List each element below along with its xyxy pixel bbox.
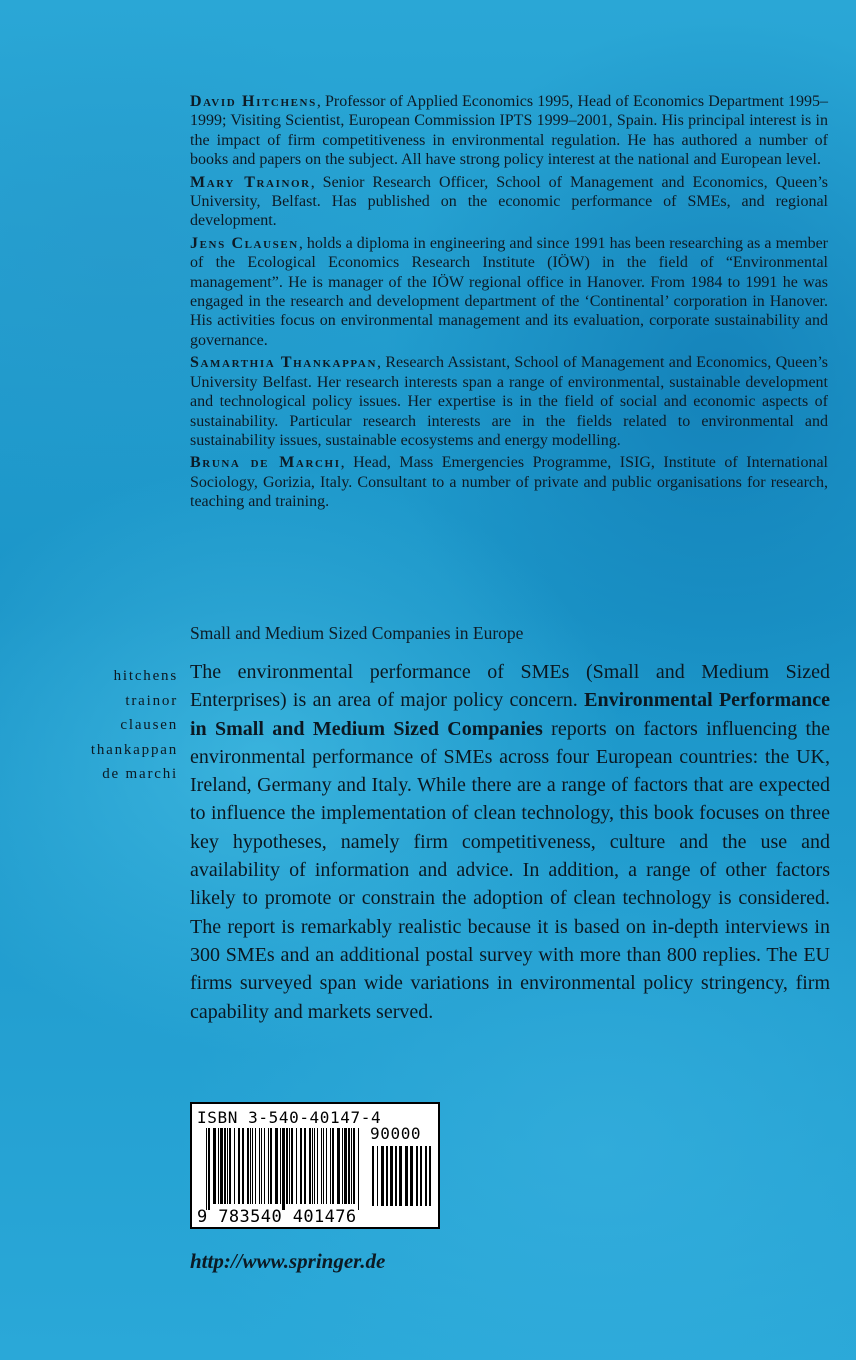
bio-trainor xyxy=(190,173,828,231)
barcode-bar xyxy=(332,1128,334,1204)
barcode-bar xyxy=(425,1146,427,1206)
barcode-bar xyxy=(259,1128,260,1204)
barcode-bar xyxy=(377,1146,378,1206)
barcode-bar xyxy=(304,1128,306,1204)
bio-hitchens xyxy=(190,92,828,170)
description-body: reports on factors influencing the environmental performance of SMEs across four European countries: the UK, Ireland, Germany and Italy. While there are a range of factors that are expected to influence the implementation of clean technology, this book focuses on three key hypotheses, namely firm competitiveness, culture and the use and availability of information and advice. In addition, a range of other factors likely to promote or constrain the adoption of clean technology is considered. The report is remarkably realistic because it is based on in-depth interviews in 300 SMEs and an additional postal survey with more than 800 replies. The EU firms surveyed span wide variations in environmental policy stringency, firm capability and markets served. xyxy=(190,717,830,1023)
barcode-bar xyxy=(390,1146,393,1206)
barcode-bar xyxy=(275,1128,278,1204)
series-title: Small and Medium Sized Companies in Europe xyxy=(190,623,524,643)
barcode-bar xyxy=(344,1128,347,1204)
barcode-bar xyxy=(399,1146,402,1206)
barcode-bar xyxy=(286,1128,288,1204)
barcode-bar xyxy=(420,1146,422,1206)
barcode-bar xyxy=(264,1128,265,1204)
barcode-bar xyxy=(323,1128,324,1204)
author-name: clausen xyxy=(120,717,178,734)
isbn-barcode xyxy=(190,1102,440,1229)
barcode-bar xyxy=(206,1128,207,1210)
ean-number: 9 783540 401476 xyxy=(197,1207,357,1227)
publisher-url[interactable]: http://www.springer.de xyxy=(190,1249,386,1273)
barcode-bar xyxy=(242,1128,244,1204)
barcode-bar xyxy=(386,1146,388,1206)
author-biographies xyxy=(190,92,828,515)
barcode-bar xyxy=(261,1128,262,1204)
barcode-bar xyxy=(268,1128,269,1204)
bio-name: Jens Clausen xyxy=(190,234,299,252)
barcode-bar xyxy=(314,1128,315,1204)
barcode-bar xyxy=(255,1128,256,1204)
bio-text: , holds a diploma in engineering and since 1991 has been researching as a member of the Ecological Economics Research Institute (IÖW) in the field of “Environmental management”. He is manager of the IÖW regional office in Hanover. From 1984 to 1991 he was engaged in the research and development department of the ‘Continental’ corporation in Hanover. His activities focus on environmental management and its evaluation, corporate sustainability and governance. xyxy=(190,234,828,349)
barcode-bar xyxy=(280,1128,281,1204)
book-title-bold: Environmental Performance in Small and Medium Sized Companies xyxy=(190,689,830,740)
barcode-bar xyxy=(270,1128,272,1204)
bio-text: , Senior Research Officer, School of Management and Economics, Queen’s University, Belfast. Has published on the economic performance of SMEs, and regional development. xyxy=(190,173,828,230)
barcode-bar xyxy=(218,1128,219,1204)
barcode-bar xyxy=(224,1128,226,1204)
barcode-bar xyxy=(330,1128,331,1204)
bio-name: Mary Trainor xyxy=(190,173,311,191)
author-name: trainor xyxy=(125,692,178,709)
barcode-bar xyxy=(410,1146,413,1206)
barcode-bar xyxy=(321,1128,322,1204)
bio-name: Samarthia Thankappan xyxy=(190,354,378,372)
barcode-bar xyxy=(296,1128,297,1204)
barcode-bar xyxy=(337,1128,340,1204)
bio-de-marchi xyxy=(190,453,828,511)
author-name: hitchens xyxy=(113,668,178,684)
barcode-bar xyxy=(416,1146,418,1206)
barcode-bar xyxy=(282,1128,285,1210)
barcode-bar xyxy=(234,1128,235,1204)
barcode-bar xyxy=(312,1128,313,1204)
bio-clausen xyxy=(190,234,828,350)
barcode-bar xyxy=(291,1128,293,1204)
description-intro: The environmental performance of SMEs (Small and Medium Sized Enterprises) is an area of major policy concern. xyxy=(190,661,830,712)
barcode-bar xyxy=(381,1146,384,1206)
barcode-bar xyxy=(227,1128,228,1204)
barcode-bar xyxy=(348,1128,350,1204)
book-description xyxy=(190,658,830,1026)
barcode-bar xyxy=(351,1128,352,1204)
barcode-bar xyxy=(309,1128,311,1204)
barcode-bar xyxy=(395,1146,397,1206)
barcode-bar xyxy=(353,1128,355,1204)
barcode-bar xyxy=(250,1128,251,1204)
isbn-label: ISBN 3-540-40147-4 xyxy=(197,1108,382,1127)
barcode-bar xyxy=(247,1128,249,1204)
barcode-bar xyxy=(213,1128,216,1204)
bio-text: , Professor of Applied Economics 1995, Head of Economics Department 1995–1999; Visiting Scientist, European Commission IPTS 1999–2001, Spain. His principal interest is in the impact of firm competitiveness in environmental regulation. He has authored a number of books and papers on the subject. All have strong policy interest at the national and European level. xyxy=(190,93,828,169)
bio-text: , Head, Mass Emergencies Programme, ISIG, Institute of International Sociology, Gorizia, Italy. Consultant to a number of private and public organisations for research, teaching and training. xyxy=(190,454,829,511)
barcode-bar xyxy=(342,1128,343,1204)
barcode-bar xyxy=(429,1146,431,1206)
barcode-bar xyxy=(372,1146,374,1206)
author-name: de marchi xyxy=(102,766,178,783)
bio-text: , Research Assistant, School of Management and Economics, Queen’s University Belfast. Her research interests span a range of environmental, sustainable development and technological policy issues. Her expertise is in the field of social and economic aspects of sustainability. Particular research interests are in the fields related to environmental and sustainability issues, sustainable ecosystems and energy modelling. xyxy=(190,354,828,449)
bio-thankappan xyxy=(190,353,828,450)
barcode-bar xyxy=(317,1128,318,1204)
barcode-bar xyxy=(405,1146,408,1206)
bio-name: Bruna de Marchi xyxy=(190,454,341,472)
author-list xyxy=(8,664,178,787)
barcode-bar xyxy=(208,1128,210,1210)
barcode-bar xyxy=(326,1128,327,1204)
barcode-bar xyxy=(358,1128,359,1210)
author-name: thankappan xyxy=(90,741,178,758)
barcode-bar xyxy=(229,1128,231,1204)
barcode-bar xyxy=(238,1128,240,1204)
price-addon-number: 90000 xyxy=(370,1124,422,1143)
barcode-bar xyxy=(300,1128,302,1204)
bio-name: David Hitchens xyxy=(190,93,317,110)
barcode-bar xyxy=(252,1128,253,1204)
barcode-bar xyxy=(220,1128,223,1204)
barcode-bar xyxy=(289,1128,290,1204)
